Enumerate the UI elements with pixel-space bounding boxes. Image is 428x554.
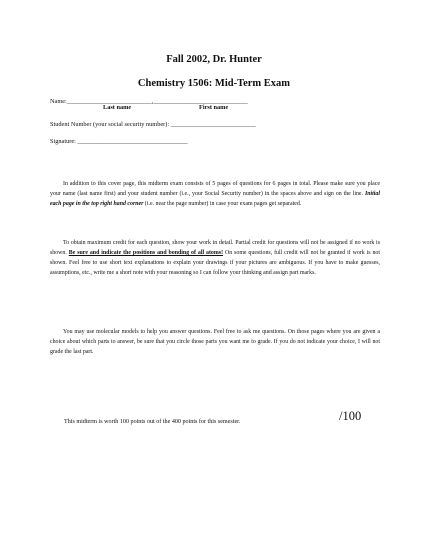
instructions-p2-emphasis: Be sure and indicate the positions and bonding of all atoms! (68, 250, 224, 257)
instructions-paragraph-1 (50, 179, 380, 209)
instructions-p2-text-a: To obtain maximum credit for each question, show your work in detail. Partial credit for questions will not be assigned if no work is shown. (50, 240, 380, 257)
last-name-label: Last name (103, 104, 132, 111)
name-field-line: Name:___________________________,______________________________ (50, 98, 248, 105)
exam-title: Chemistry 1506: Mid-Term Exam (137, 78, 291, 89)
instructions-paragraph-2 (50, 238, 380, 278)
instructions-p1-emphasis: Initial each page in the top right hand corner (50, 191, 380, 208)
instructions-p2-text-b: On some questions, full credit will not be granted if work is not shown. Feel free to use short text explanations to explain your drawings if your pictures are ambiguous. If you have to make guesses, assumptions, etc., write me a short note with your reasoning so I can follow your thinking and assign part marks. (50, 250, 381, 277)
first-name-label: First name (199, 104, 229, 111)
instructions-p1-text-b: (i.e. near the page number) in case your exam pages get separated. (143, 201, 302, 208)
instructions-p3-text: You may use molecular models to help you answer questions. Feel free to ask me questions. On those pages where you are given a choice about which parts to answer, be sure that you circle those parts you want me to grade. If you do not indicate your choice, I will not grade the last part. (50, 329, 380, 356)
student-number-line: Student Number (your social security number): ___________________________ (50, 121, 256, 128)
points-note: This midterm is worth 100 points out of the 400 points for this semester. (64, 419, 241, 425)
signature-line: Signature: ___________________________________ (50, 138, 188, 145)
instructions-p1-text-a: In addition to this cover page, this midterm exam consists of 5 pages of questions for 6 pages in total. Please make sure you place your name (last name first) and your student number (i.e., your Social Security number) in the spaces above and sign on the line. (50, 181, 380, 198)
semester-heading: Fall 2002, Dr. Hunter (166, 54, 262, 65)
score-total: /100 (339, 409, 362, 423)
instructions-paragraph-3 (50, 327, 380, 357)
